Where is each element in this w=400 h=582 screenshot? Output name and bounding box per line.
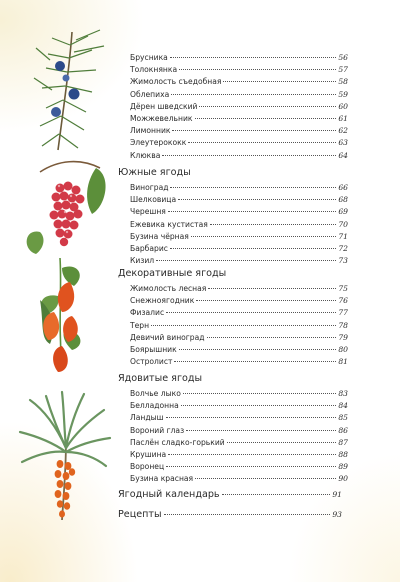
toc-entry-page: 66 bbox=[338, 183, 348, 192]
section-heading: Ядовитые ягоды bbox=[118, 373, 203, 384]
dot-leader bbox=[156, 259, 336, 261]
toc-entry-title: Паслён сладко-горький bbox=[130, 437, 225, 447]
toc-entry[interactable] bbox=[130, 255, 348, 267]
toc-entry-title: Девичий виноград bbox=[130, 332, 205, 342]
dot-leader bbox=[168, 210, 336, 212]
dot-leader bbox=[181, 404, 337, 406]
toc-entry-title: Ягодный календарь bbox=[118, 489, 220, 500]
toc-entry-title: Рецепты bbox=[118, 509, 162, 520]
dot-leader bbox=[195, 477, 336, 479]
dot-leader bbox=[188, 141, 336, 143]
toc-entry-page: 63 bbox=[338, 138, 348, 148]
toc-entry[interactable] bbox=[130, 388, 348, 400]
toc-entry[interactable] bbox=[130, 101, 348, 113]
toc-entry-page: 79 bbox=[338, 332, 348, 342]
toc-entry-title: Кизил bbox=[130, 256, 155, 266]
toc-entry-page: 81 bbox=[338, 357, 348, 367]
toc-entry-page: 84 bbox=[338, 401, 348, 411]
toc-entry-page: 88 bbox=[338, 450, 348, 459]
dot-leader bbox=[170, 56, 336, 58]
toc-entry-title: Можжевельник bbox=[130, 114, 193, 123]
toc-entry-title: Толокнянка bbox=[130, 65, 178, 75]
toc-entry-page: 83 bbox=[338, 389, 348, 398]
dot-leader bbox=[170, 247, 336, 249]
toc-entry-title: Черешня bbox=[130, 207, 166, 217]
toc-entry-page: 72 bbox=[338, 244, 348, 253]
toc-entry[interactable] bbox=[130, 332, 348, 344]
dot-leader bbox=[174, 360, 336, 362]
dot-leader bbox=[166, 465, 336, 467]
toc-entry-title: Бузина красная bbox=[130, 474, 194, 484]
toc-entry[interactable] bbox=[130, 473, 348, 485]
dot-leader bbox=[208, 287, 336, 289]
toc-entry-title: Белладонна bbox=[130, 401, 179, 411]
toc-entry-title: Жимолость съедобная bbox=[130, 77, 222, 87]
dot-leader bbox=[183, 392, 336, 394]
toc-entry-title: Ландыш bbox=[130, 413, 164, 423]
toc-entry-title: Боярышник bbox=[130, 345, 177, 354]
toc-entry-title: Физалис bbox=[130, 308, 165, 318]
toc-entry-page: 77 bbox=[338, 308, 348, 318]
toc-entry[interactable] bbox=[130, 449, 348, 461]
toc-entry[interactable] bbox=[130, 437, 348, 449]
toc-entry-page: 56 bbox=[338, 53, 348, 62]
dot-leader bbox=[166, 311, 336, 313]
toc-entry[interactable] bbox=[130, 76, 348, 88]
dot-leader bbox=[191, 235, 336, 237]
toc-entry-page: 70 bbox=[338, 219, 348, 229]
toc-entry[interactable] bbox=[130, 295, 348, 307]
dot-leader bbox=[195, 117, 337, 119]
toc-entry-title: Барбарис bbox=[130, 244, 168, 253]
dot-leader bbox=[196, 299, 336, 301]
dot-leader bbox=[210, 223, 337, 225]
toc-entry-page: 90 bbox=[338, 474, 348, 484]
toc-entry-title: Снежноягодник bbox=[130, 296, 195, 306]
toc-entry-page: 75 bbox=[338, 284, 348, 293]
dot-leader bbox=[178, 198, 336, 200]
toc-entry-title: Дёрен шведский bbox=[130, 101, 198, 111]
toc-entry-title: Терн bbox=[130, 320, 150, 330]
toc-entry[interactable] bbox=[130, 356, 348, 368]
toc-entry-page: 78 bbox=[338, 320, 348, 330]
toc-entry-page: 71 bbox=[338, 231, 348, 241]
toc-entry-page: 91 bbox=[332, 490, 342, 499]
toc-entry-page: 62 bbox=[338, 126, 348, 136]
toc-entry-page: 69 bbox=[338, 207, 348, 217]
toc-entry-page: 68 bbox=[338, 195, 348, 205]
section-heading: Декоративные ягоды bbox=[118, 268, 227, 279]
dot-leader bbox=[222, 493, 331, 495]
toc-entry-title: Волчье лыко bbox=[130, 389, 181, 398]
toc-entry[interactable] bbox=[130, 89, 348, 101]
toc-entry[interactable] bbox=[130, 125, 348, 137]
toc-entry-title: Ежевика кустистая bbox=[130, 219, 208, 229]
dot-leader bbox=[186, 429, 336, 431]
toc-entry-page: 85 bbox=[338, 413, 348, 423]
toc-entry-title: Лимонник bbox=[130, 126, 171, 136]
toc-entry-title: Элеутерококк bbox=[130, 138, 187, 148]
toc-entry[interactable] bbox=[130, 400, 348, 412]
toc-entry-page: 80 bbox=[338, 345, 348, 354]
toc-entry-page: 93 bbox=[332, 510, 342, 519]
toc-entry-page: 64 bbox=[338, 150, 348, 160]
dot-leader bbox=[171, 93, 336, 95]
dot-leader bbox=[223, 80, 336, 82]
toc-entry[interactable] bbox=[130, 231, 348, 243]
dot-leader bbox=[172, 129, 336, 131]
toc-entry[interactable] bbox=[130, 206, 348, 218]
section-heading: Южные ягоды bbox=[118, 167, 191, 178]
dot-leader bbox=[162, 154, 336, 156]
toc-entry[interactable] bbox=[130, 283, 348, 295]
toc-entry-page: 89 bbox=[338, 462, 348, 472]
toc-entry[interactable] bbox=[130, 150, 348, 162]
toc-entry-title: Шелковица bbox=[130, 195, 177, 205]
toc-entry[interactable] bbox=[130, 344, 348, 356]
toc-entry[interactable] bbox=[130, 243, 348, 255]
dot-leader bbox=[151, 324, 336, 326]
toc-entry-title: Воронец bbox=[130, 462, 165, 472]
toc-entry[interactable] bbox=[130, 194, 348, 206]
toc-entry-page: 57 bbox=[338, 65, 348, 75]
juniper-branch-icon bbox=[34, 30, 104, 150]
toc-entry-page: 59 bbox=[338, 89, 348, 99]
toc-entry[interactable] bbox=[130, 113, 348, 125]
toc-entry-title: Бузина чёрная bbox=[130, 231, 189, 241]
toc-entry-page: 76 bbox=[338, 296, 348, 306]
toc-entry-page: 86 bbox=[338, 425, 348, 435]
dot-leader bbox=[168, 453, 336, 455]
botanical-illustrations bbox=[0, 0, 120, 582]
dot-leader bbox=[170, 186, 336, 188]
dot-leader bbox=[227, 441, 337, 443]
toc-entry-title: Жимолость лесная bbox=[130, 284, 207, 293]
toc-entry-title: Виноград bbox=[130, 183, 169, 192]
toc-main-entry[interactable] bbox=[118, 488, 342, 502]
toc-entry-page: 58 bbox=[338, 77, 348, 87]
red-currant-cluster-icon bbox=[27, 162, 106, 254]
dot-leader bbox=[166, 416, 337, 418]
toc-entry-title: Брусника bbox=[130, 53, 168, 62]
toc-entry[interactable] bbox=[130, 219, 348, 231]
toc-entry-page: 61 bbox=[338, 114, 348, 123]
toc-entry[interactable] bbox=[130, 64, 348, 76]
toc-entry[interactable] bbox=[130, 307, 348, 319]
dot-leader bbox=[179, 68, 336, 70]
toc-entry-title: Крушина bbox=[130, 450, 167, 459]
dot-leader bbox=[207, 336, 337, 338]
toc-entry-page: 73 bbox=[338, 256, 348, 266]
toc-entry-page: 60 bbox=[338, 101, 348, 111]
physalis-branch-icon bbox=[40, 258, 80, 372]
toc-main-entry[interactable] bbox=[118, 508, 342, 522]
toc-entry-title: Остролист bbox=[130, 357, 173, 367]
toc-entry[interactable] bbox=[130, 137, 348, 149]
toc-entry-title: Вороний глаз bbox=[130, 425, 185, 435]
toc-entry[interactable] bbox=[130, 461, 348, 473]
toc-entry[interactable] bbox=[130, 52, 348, 64]
toc-entry[interactable] bbox=[130, 182, 348, 194]
dot-leader bbox=[179, 348, 337, 350]
toc-entry[interactable] bbox=[130, 425, 348, 437]
toc-entry[interactable] bbox=[130, 412, 348, 424]
toc-entry-title: Клюква bbox=[130, 150, 161, 160]
dot-leader bbox=[164, 513, 331, 515]
toc-entry[interactable] bbox=[130, 320, 348, 332]
toc-entry-page: 87 bbox=[338, 437, 348, 447]
dot-leader bbox=[199, 105, 336, 107]
toc-entry-title: Облепиха bbox=[130, 89, 170, 99]
sea-buckthorn-branch-icon bbox=[20, 392, 110, 520]
